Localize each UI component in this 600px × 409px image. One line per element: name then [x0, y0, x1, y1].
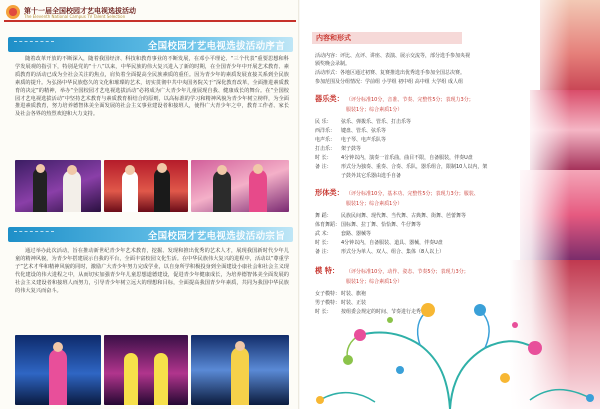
section-header-purpose — [8, 227, 293, 242]
music-category-title: 器乐类： — [315, 94, 344, 103]
dance-row: 武 术： 套路、器械等 — [315, 231, 372, 237]
header-subtitle: The Eleventh National Campus TV Talent Selection — [24, 14, 126, 19]
model-scoring: （评分标准10分，动作、姿态、节奏5分；表现力3分； — [346, 269, 469, 275]
dance-scoring: （评分标准10分，基本功、完整性5分；表现力3分；服装、 — [346, 191, 479, 197]
right-page — [300, 0, 600, 409]
photo-performer-1 — [15, 335, 101, 405]
dance-category-title: 形体类： — [315, 188, 344, 197]
music-scoring-2: 服装1分；综合素质1分） — [346, 107, 403, 113]
dance-scoring-2: 服装1分；综合素质1分） — [346, 201, 403, 207]
preface-paragraph: 随着改革开放的不断深入，随着我国经济、科技和教育事业的不断发展，在邓小平理论、“三个代表”重要思想和科学发展观的指引下，特别是党的“十八”以来，中华民族的伟大复兴进入了新的时期，在全国青少年中开展艺术教育、素质教育的活动已成为全社会关注的焦点，肩负着全面提高全民族素质的重任。因为青少年的素质发展直接关系到全民族素质的提升。为弘扬中华民族悠久的文化和璀璨的艺术，切实贯彻中共中央国务院关于“深化教育改革，全面推进素质教育的决定”的精神，举办“全国校园才艺电视选拔活动”必将成为广大青少年儿童展现自我、健康成长的舞台。在“全国校园才艺电视选拔活动”中坚持艺术教育与素质教育相结合的原则，以高标准的学习和精神风貌为青少年树立榜样，为全面推进素质教育，努力培养德智体美全面发展的社会主义事业建设者和接班人，使得广大青少年之中，教育工作者、家长及社会各界的热烈欢迎和大力支持。 — [15, 56, 289, 118]
photo-performer-3 — [191, 335, 289, 405]
header-divider — [4, 20, 296, 22]
dance-row: 体育舞蹈：国标舞、拉丁舞、恰恰舞、牛仔舞等 — [315, 222, 422, 228]
intro-line-1: 活动内容：评比、点评、讲座、表演、展示交流等，部分选手参加央视 — [315, 53, 471, 59]
header-title: 第十一届全国校园才艺电视选拔活动 — [24, 7, 136, 15]
floral-decoration-icon — [300, 260, 600, 409]
intro-line-3: 活动形式：各地区通过初赛、复赛推选出优秀选手参加全国总决赛。 — [315, 70, 466, 76]
photo-hosts-3 — [191, 160, 289, 212]
section-header-preface — [8, 37, 293, 52]
music-row: 备 注： 形式分为独奏、重奏、合奏、乐队，器乐组合，限制10人以内，架 — [315, 164, 488, 170]
music-row: 打击乐： 架子鼓等 — [315, 146, 362, 152]
intro-line-2: 颁奖晚会录制。 — [315, 61, 351, 67]
model-row: 女子模特：时装、旗袍 — [315, 291, 367, 297]
photo-hosts-1 — [15, 160, 101, 212]
intro-line-4: 参加范围及分组情况：学前组 小学组 初中组 高中组 大学组 成人组 — [315, 79, 463, 85]
music-row: 西洋乐： 键盘、管乐、弦乐等 — [315, 128, 387, 134]
content-form-title: 内容和形式 — [316, 34, 351, 42]
purpose-title: 全国校园才艺电视选拔活动宗旨 — [147, 231, 285, 242]
model-row: 时 长： 按组委会规定的时间、节奏进行走秀 — [315, 309, 422, 315]
dance-row: 时 长： 4分钟以内，自备服装、道具、器械，伴奏U盘 — [315, 240, 443, 246]
dance-row: 备 注： 形式分为单人、双人、组合、集体（8人以上） — [315, 249, 445, 255]
music-row: 电声乐： 电子琴、电声乐队等 — [315, 137, 387, 143]
event-logo-icon — [6, 5, 20, 19]
content-form-header — [312, 32, 462, 44]
model-row: 男子模特：时装、正装 — [315, 300, 367, 306]
music-row: 时 长： 4分钟以内，演奏一首乐曲，曲目不限，自备服装，伴奏U盘 — [315, 155, 473, 161]
photo-hosts-2 — [104, 160, 188, 212]
music-scoring: （评分标准10分，音准、节奏、完整性5分；表现力3分； — [346, 97, 474, 103]
dance-row: 舞 蹈： 民族民间舞、现代舞、当代舞、古典舞、街舞、芭蕾舞等 — [315, 213, 467, 219]
model-category-title: 模 特： — [315, 266, 340, 275]
purpose-paragraph: 通过举办此次活动，旨在推动新世纪青少年艺术教育，挖掘、发现和推出优秀的艺术人才，展现我国新时代少年儿童的精神风貌，为青少年搭建展示自我的平台，全面丰富校园文化生活。在中华民族伟大复兴的进程中，活动以“尊重学子”艺术才华和精神风貌的同时，激励广大青少年努力完成学业，以自身所学积极投身到全面建设小康社会和社会主义现代化建设的伟大进程之中，从而切实加强青少年儿童思想道德建设，促进青少年健康成长，为培养德智体美全面发展的社会主义建设者和接班人而努力，引导青少年树立远大的理想和目标，全面提高我国青少年素质，共同为我国中华民族的伟大复兴而奋斗。 — [15, 248, 289, 294]
preface-title: 全国校园才艺电视选拔活动序言 — [147, 41, 285, 52]
photo-performer-2 — [104, 335, 188, 405]
music-row: 民 乐： 弦乐、弹拨乐、管乐、打击乐等 — [315, 119, 412, 125]
model-scoring-2: 服装1分；综合素质1分） — [346, 279, 403, 285]
music-row: 子鼓外其它乐器由选手自备 — [341, 173, 402, 179]
